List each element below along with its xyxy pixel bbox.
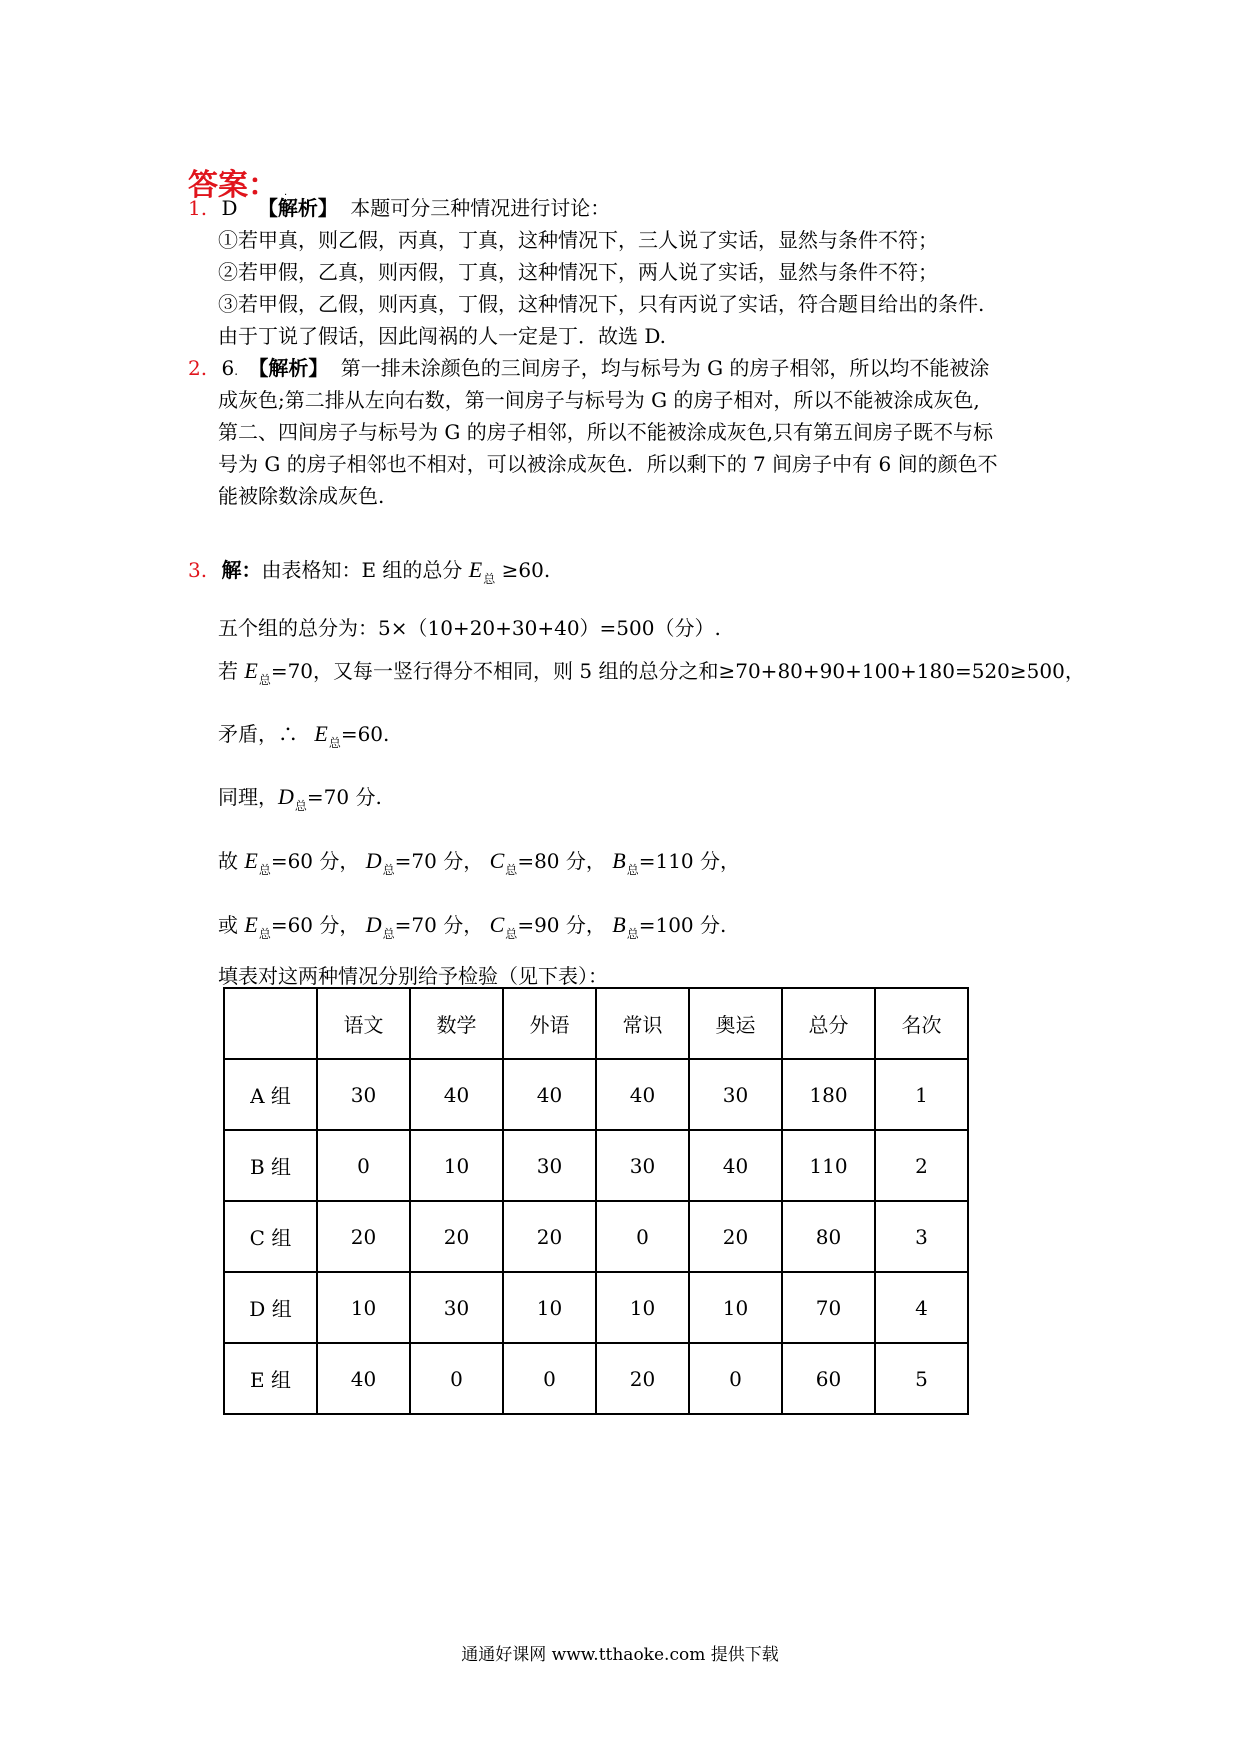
table-cell: 20 [689,1201,782,1272]
q3-line-6-pre: 故 [218,849,238,873]
table-cell: 30 [410,1272,503,1343]
e-total: =60 分， [270,849,360,873]
table-cell: 4 [875,1272,968,1343]
q3-line-6 [218,845,740,878]
table-cell: 3 [875,1201,968,1272]
q3-line-1-end: ≥60. [501,558,551,582]
q3-line-3 [218,655,1085,688]
table-cell: 40 [317,1343,410,1414]
table-cell: 30 [317,1059,410,1130]
var-e: E [468,557,483,582]
q1-analysis-tag: 【解析】 [257,196,338,220]
q1-number: 1. [188,196,208,220]
table-header-cell: 名次 [875,988,968,1059]
sub-zong: 总 [258,863,271,877]
table-header-cell: 奥运 [689,988,782,1059]
table-cell: 30 [596,1130,689,1201]
sub-zong: 总 [258,927,271,941]
table-header-cell [224,988,317,1059]
q3-line-4-text: =60. [340,722,390,746]
var-e: E [314,721,328,746]
q2-line-3: 号为 G 的房子相邻也不相对，可以被涂成灰色．所以剩下的 7 间房子中有 6 间的颜色不 [218,452,998,476]
table-cell: 40 [410,1059,503,1130]
table-cell: 20 [503,1201,596,1272]
q1-intro: 本题可分三种情况进行讨论： [350,196,611,220]
answer-title: 答案： . [188,168,288,203]
q1-header [188,192,610,224]
q3-line-7 [218,909,726,942]
sub-zong: 总 [382,863,395,877]
table-cell: 10 [410,1130,503,1201]
table-cell: 10 [317,1272,410,1343]
q3-line-5-text: =70 分. [306,785,382,809]
var-e: E [244,848,258,873]
table-cell: 110 [782,1130,875,1201]
table-cell: 1 [875,1059,968,1130]
table-cell: 0 [317,1130,410,1201]
q3-line-1 [188,554,550,587]
q2-line-4: 能被除数涂成灰色. [218,484,385,508]
d-total: =70 分， [394,913,484,937]
table-cell: 2 [875,1130,968,1201]
q3-number: 3. [188,558,208,582]
q3-line-8: 填表对这两种情况分别给予检验（见下表）： [218,964,608,988]
var-d: D [365,912,382,937]
q2-number: 2. [188,356,208,380]
table-cell: A 组 [224,1059,317,1130]
var-b: B [612,912,626,937]
table-cell: 40 [689,1130,782,1201]
sub-zong: 总 [483,572,496,586]
var-c: C [489,848,505,873]
table-cell: 20 [596,1343,689,1414]
table-cell: 40 [596,1059,689,1130]
e-total: =60 分， [270,913,360,937]
table-cell: 80 [782,1201,875,1272]
c-total: =90 分， [517,913,606,937]
table-row [224,1201,968,1272]
sub-zong: 总 [505,863,518,877]
table-row [224,1059,968,1130]
q1-line-3: ③若甲假，乙假，则丙真，丁假，这种情况下，只有丙说了实话，符合题目给出的条件. [218,292,985,316]
q3-line-3-pre: 若 [218,659,238,683]
table-cell: C 组 [224,1201,317,1272]
c-total: =80 分， [517,849,606,873]
table-cell: 0 [503,1343,596,1414]
q3-line-1-text: 由表格知：E 组的总分 [261,558,463,582]
q3-line-4 [218,718,389,751]
sub-zong: 总 [294,799,307,813]
table-cell: 10 [689,1272,782,1343]
q2-dot: . [234,364,239,378]
q3-line-2: 五个组的总分为：5×（10+20+30+40）=500（分）. [218,616,721,640]
table-cell: 0 [596,1201,689,1272]
table-row [224,1343,968,1414]
table-cell: 20 [410,1201,503,1272]
title-dot: . [284,187,288,198]
q2-first-line: 第一排未涂颜色的三间房子，均与标号为 G 的房子相邻，所以均不能被涂 [340,356,990,380]
var-c: C [489,912,505,937]
q3-line-5 [218,781,382,814]
table-cell: B 组 [224,1130,317,1201]
var-e: E [244,912,258,937]
q2-line-1: 成灰色;第二排从左向右数，第一间房子与标号为 G 的房子相对，所以不能被涂成灰色, [218,388,980,412]
table-cell: E 组 [224,1343,317,1414]
table-cell: 180 [782,1059,875,1130]
table-cell: 30 [689,1059,782,1130]
table-row [224,1272,968,1343]
q3-solution-tag: 解： [221,558,262,582]
b-total: =100 分. [638,913,727,937]
d-total: =70 分， [394,849,484,873]
q2-header [188,352,989,387]
table-cell: 70 [782,1272,875,1343]
table-header-row [224,988,968,1059]
sub-zong: 总 [328,736,341,750]
var-e: E [244,658,258,683]
table-cell: 10 [596,1272,689,1343]
table-header-cell: 数学 [410,988,503,1059]
q3-line-5-pre: 同理， [218,785,278,809]
q2-line-2: 第二、四间房子与标号为 G 的房子相邻，所以不能被涂成灰色,只有第五间房子既不与标 [218,420,994,444]
table-header-cell: 语文 [317,988,410,1059]
table-cell: 60 [782,1343,875,1414]
var-d: D [365,848,382,873]
table-cell: 10 [503,1272,596,1343]
table-header-cell: 常识 [596,988,689,1059]
table-cell: 40 [503,1059,596,1130]
table-header-cell: 总分 [782,988,875,1059]
sub-zong: 总 [382,927,395,941]
table-cell: 0 [410,1343,503,1414]
q3-line-7-pre: 或 [218,913,238,937]
footer-text: 通通好课网 www.tthaoke.com 提供下载 [461,1645,779,1665]
sub-zong: 总 [258,673,271,687]
table-header-cell: 外语 [503,988,596,1059]
var-b: B [612,848,626,873]
table-cell: 20 [317,1201,410,1272]
q3-line-4-pre: 矛盾，∴ [218,722,298,746]
table-cell: 0 [689,1343,782,1414]
table-cell: 30 [503,1130,596,1201]
score-table [223,987,969,1415]
sub-zong: 总 [626,927,639,941]
q1-answer: D [221,196,238,220]
q1-line-4: 由于丁说了假话，因此闯祸的人一定是丁．故选 D. [218,324,667,348]
q1-line-2: ②若甲假，乙真，则丙假，丁真，这种情况下，两人说了实话，显然与条件不符； [218,260,938,284]
table-cell: 5 [875,1343,968,1414]
q3-line-3-text: =70，又每一竖行得分不相同，则 5 组的总分之和≥70+80+90+100+180=520≥500， [270,659,1085,683]
sub-zong: 总 [505,927,518,941]
var-d: D [278,784,294,809]
table-cell: D 组 [224,1272,317,1343]
q1-line-1: ①若甲真，则乙假，丙真，丁真，这种情况下，三人说了实话，显然与条件不符； [218,228,938,252]
table-row [224,1130,968,1201]
sub-zong: 总 [626,863,639,877]
q2-answer: 6 [221,356,235,380]
q2-analysis-tag: 【解析】 [248,356,329,380]
b-total: =110 分， [638,849,741,873]
